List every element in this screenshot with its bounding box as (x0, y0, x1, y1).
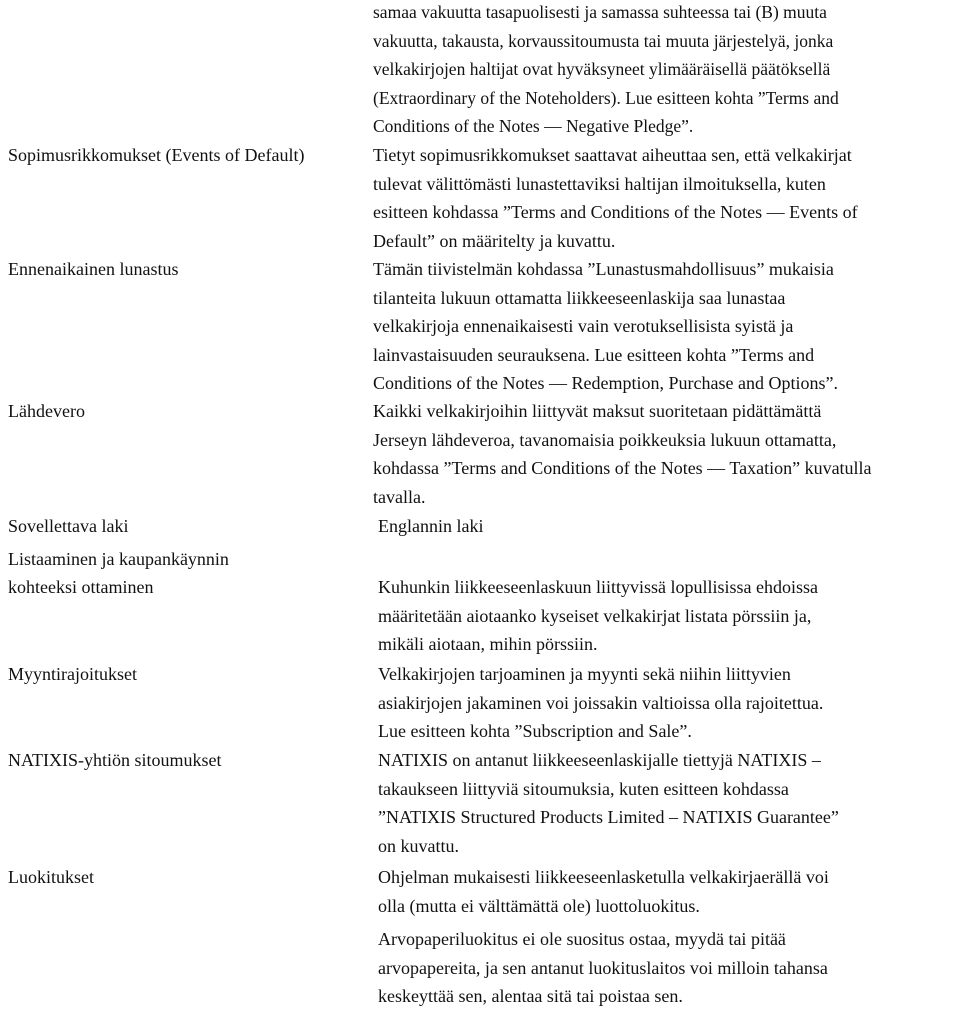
description-ratings (378, 863, 960, 920)
text-line: Jerseyn lähdeveroa, tavanomaisia poikkeuksia lukuun ottamatta, (373, 429, 837, 450)
term-withholding-tax: Lähdevero (8, 401, 85, 421)
text-line: lainvastaisuuden seurauksena. Lue esitteen kohta ”Terms and (373, 344, 815, 365)
term-ratings: Luokitukset (8, 867, 94, 887)
text-line: asiakirjojen jakaminen voi joissakin valtioissa olla rajoitettua. (378, 692, 824, 713)
text-line: Arvopaperiluokitus ei ole suositus ostaa, myydä tai pitää (378, 929, 786, 949)
text-line: mikäli aiotaan, mihin pörssiin. (378, 634, 598, 654)
text-line: tavalla. (373, 486, 426, 507)
term-line: kohteeksi ottaminen (8, 577, 154, 597)
description-withholding-tax (373, 397, 960, 511)
text-line: Ohjelman mukaisesti liikkeeseenlasketulla velkakirjaerällä voi (378, 867, 829, 887)
text-line: olla (mutta ei välttämättä ole) luottoluokitus. (378, 895, 700, 916)
text-line: velkakirjoja ennenaikaisesti vain verotuksellisista syistä ja (373, 316, 794, 336)
text-line: arvopapereita, ja sen antanut luokituslaitos voi milloin tahansa (378, 957, 828, 978)
description-natixis-undertakings (378, 746, 960, 860)
text-line: Tämän tiivistelmän kohdassa ”Lunastusmahdollisuus” mukaisia (373, 259, 834, 279)
term-listing-and-admission (8, 545, 370, 601)
text-line: on kuvattu. (378, 835, 459, 856)
term-events-of-default: Sopimusrikkomukset (Events of Default) (8, 145, 305, 165)
text-line: (Extraordinary of the Noteholders). Lue esitteen kohta ”Terms and (373, 87, 839, 108)
description-listing-and-admission (378, 573, 960, 659)
text-line: kohdassa ”Terms and Conditions of the Notes — Taxation” kuvatulla (373, 458, 872, 478)
term-early-redemption: Ennenaikainen lunastus (8, 259, 179, 279)
text-line: tilanteita lukuun ottamatta liikkeeseenlaskija saa lunastaa (373, 287, 786, 308)
text-line: keskeyttää sen, alentaa sitä tai poistaa sen. (378, 986, 683, 1006)
text-line: tulevat välittömästi lunastettaviksi haltijan ilmoituksella, kuten (373, 173, 826, 194)
text-line: Kuhunkin liikkeeseenlaskuun liittyvissä lopullisissa ehdoissa (378, 577, 818, 597)
description-early-redemption (373, 255, 960, 398)
negative-pledge-continuation (373, 0, 960, 141)
text-line: takaukseen liittyviä sitoumuksia, kuten esitteen kohdassa (378, 778, 789, 799)
term-line: Listaaminen ja kaupankäynnin (8, 549, 229, 569)
term-governing-law: Sovellettava laki (8, 516, 129, 536)
text-line: Default” on määritelty ja kuvattu. (373, 230, 616, 251)
term-natixis-undertakings: NATIXIS-yhtiön sitoumukset (8, 750, 222, 770)
text-line: Conditions of the Notes — Negative Pledge”. (373, 116, 694, 136)
text-line: Lue esitteen kohta ”Subscription and Sale”. (378, 721, 692, 741)
text-line: velkakirjojen haltijat ovat hyväksyneet ylimääräisellä päätöksellä (373, 59, 831, 79)
text-line: ”NATIXIS Structured Products Limited – NATIXIS Guarantee” (378, 807, 839, 827)
description-events-of-default (373, 141, 960, 255)
text-line: samaa vakuutta tasapuolisesti ja samassa suhteessa tai (B) muuta (373, 2, 827, 22)
text-line: vakuutta, takausta, korvaussitoumusta tai muuta järjestelyä, jonka (373, 30, 834, 51)
text-line: Conditions of the Notes — Redemption, Purchase and Options”. (373, 373, 838, 393)
description-selling-restrictions (378, 660, 960, 746)
text-line: Tietyt sopimusrikkomukset saattavat aiheuttaa sen, että velkakirjat (373, 145, 852, 165)
text-line: esitteen kohdassa ”Terms and Conditions of the Notes — Events of (373, 202, 858, 222)
text-line: Englannin laki (378, 516, 484, 536)
text-line: määritetään aiotaanko kyseiset velkakirjat listata pörssiin ja, (378, 605, 812, 626)
description-ratings-note (378, 925, 960, 1011)
text-line: Kaikki velkakirjoihin liittyvät maksut suoritetaan pidättämättä (373, 401, 822, 421)
term-selling-restrictions: Myyntirajoitukset (8, 664, 137, 684)
description-governing-law (378, 512, 960, 541)
text-line: Velkakirjojen tarjoaminen ja myynti sekä niihin liittyvien (378, 664, 791, 684)
text-line: NATIXIS on antanut liikkeeseenlaskijalle tiettyjä NATIXIS – (378, 750, 821, 770)
